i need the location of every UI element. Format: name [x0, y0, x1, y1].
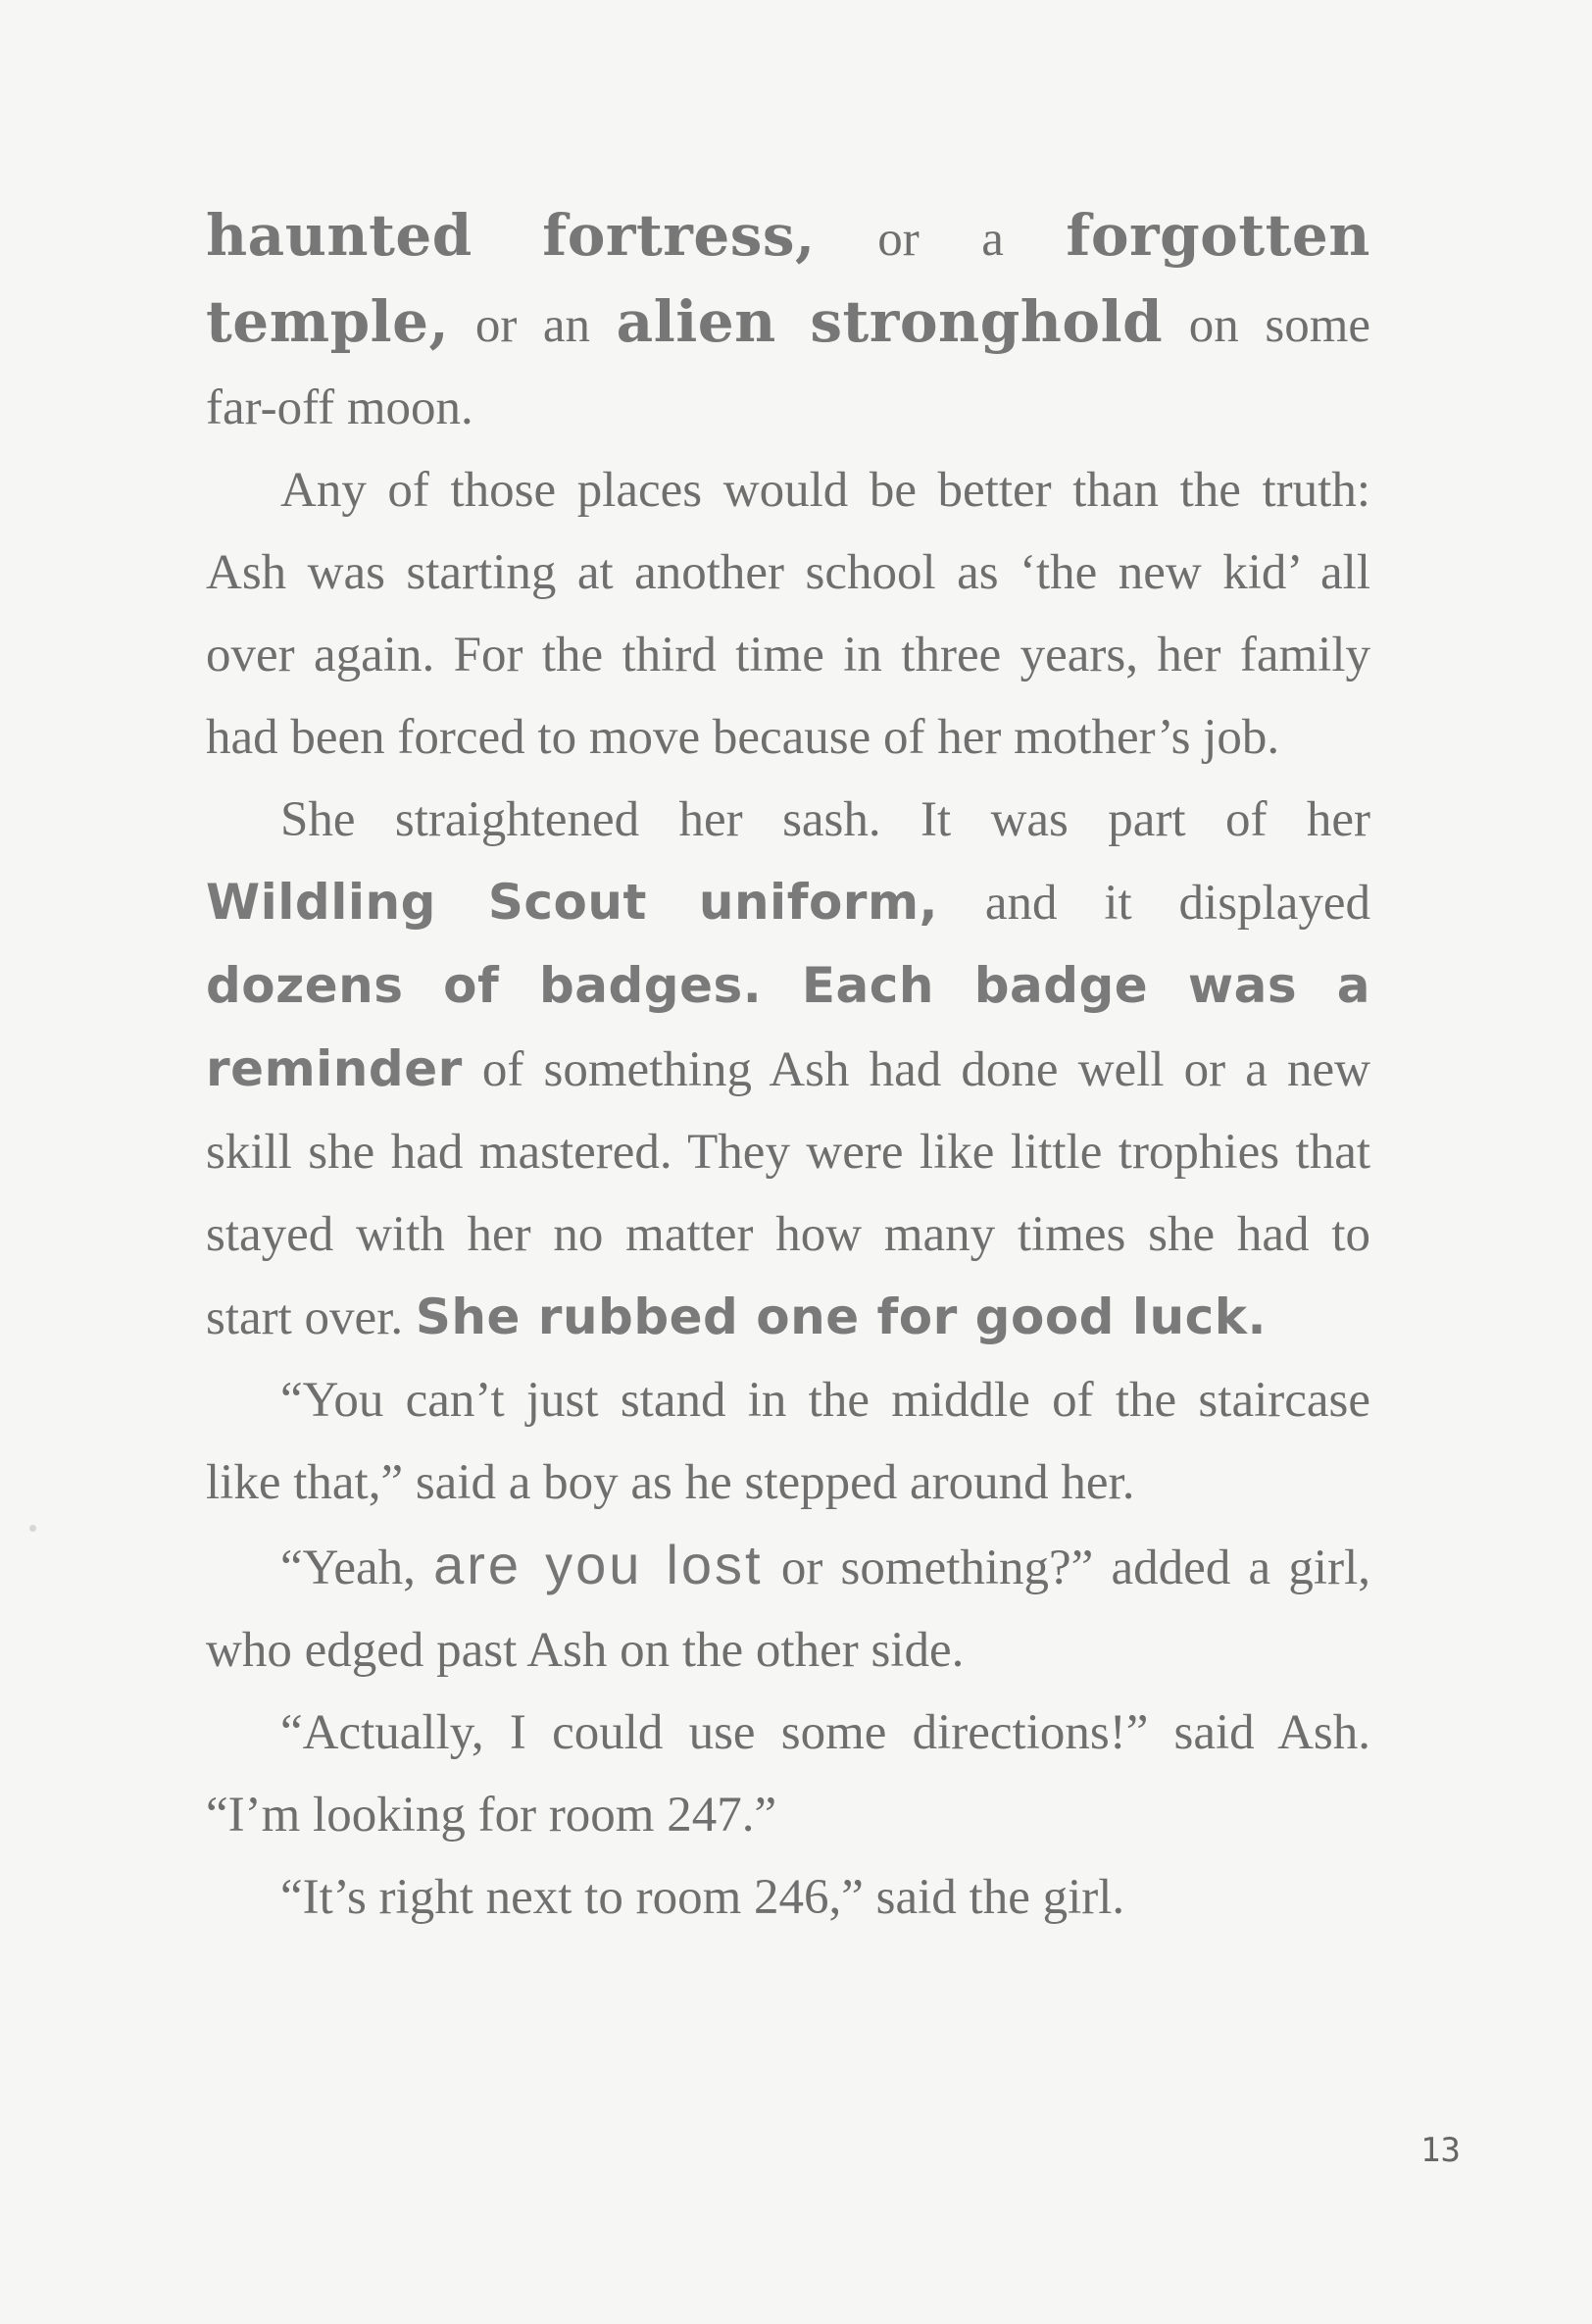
- emphasis-scout-uniform: Wildling Scout uniform,: [206, 874, 939, 931]
- text-run: She straightened her sash. It was part of her: [280, 792, 1370, 847]
- paragraph-4: [206, 1359, 1370, 1524]
- text-run: or a: [815, 212, 1067, 267]
- emphasis-good-luck: She rubbed one for good luck.: [415, 1288, 1267, 1345]
- text-run: “Yeah,: [280, 1541, 434, 1595]
- paragraph-7: [206, 1856, 1370, 1939]
- emphasis-forgotten-temple: forgotten temple,: [206, 202, 1370, 355]
- text-run: “Actually, I could use some directions!” said Ash. “I’m looking for room 247.”: [206, 1705, 1370, 1843]
- paragraph-5: [206, 1524, 1370, 1692]
- emphasis-haunted-fortress: haunted fortress,: [206, 202, 816, 269]
- text-run: or something?” added a girl, who edged past Ash on the other side.: [206, 1541, 1370, 1678]
- page-number: 13: [1420, 2131, 1461, 2170]
- paragraph-2: [206, 449, 1370, 779]
- text-run: and it displayed: [938, 876, 1370, 931]
- emphasis-badges-reminder: dozens of badges. Each badge was a reminder: [206, 957, 1370, 1097]
- paragraph-1: [206, 194, 1370, 449]
- emphasis-are-you-lost: are you lost: [433, 1534, 764, 1595]
- text-run: or an: [449, 298, 617, 353]
- paragraph-3: [206, 779, 1370, 1359]
- paragraph-6: [206, 1692, 1370, 1856]
- text-run: “It’s right next to room 246,” said the girl.: [280, 1870, 1125, 1925]
- scan-speck: [29, 1525, 36, 1532]
- text-run: of something Ash had done well or a new skill she had mastered. They were like little trophies that stayed with her no matter how many times she had to start over.: [206, 1042, 1370, 1345]
- body-text: [206, 194, 1370, 1939]
- text-run: Any of those places would be better than the truth: Ash was starting at another school as ‘the new kid’ all over again. For the third time in three years, her family had been forced to move because of her mother’s job.: [206, 463, 1370, 765]
- text-run: “You can’t just stand in the middle of the staircase like that,” said a boy as he stepped around her.: [206, 1373, 1370, 1510]
- text-run: on some far-off moon.: [206, 298, 1371, 435]
- emphasis-alien-stronghold: alien stronghold: [616, 288, 1164, 355]
